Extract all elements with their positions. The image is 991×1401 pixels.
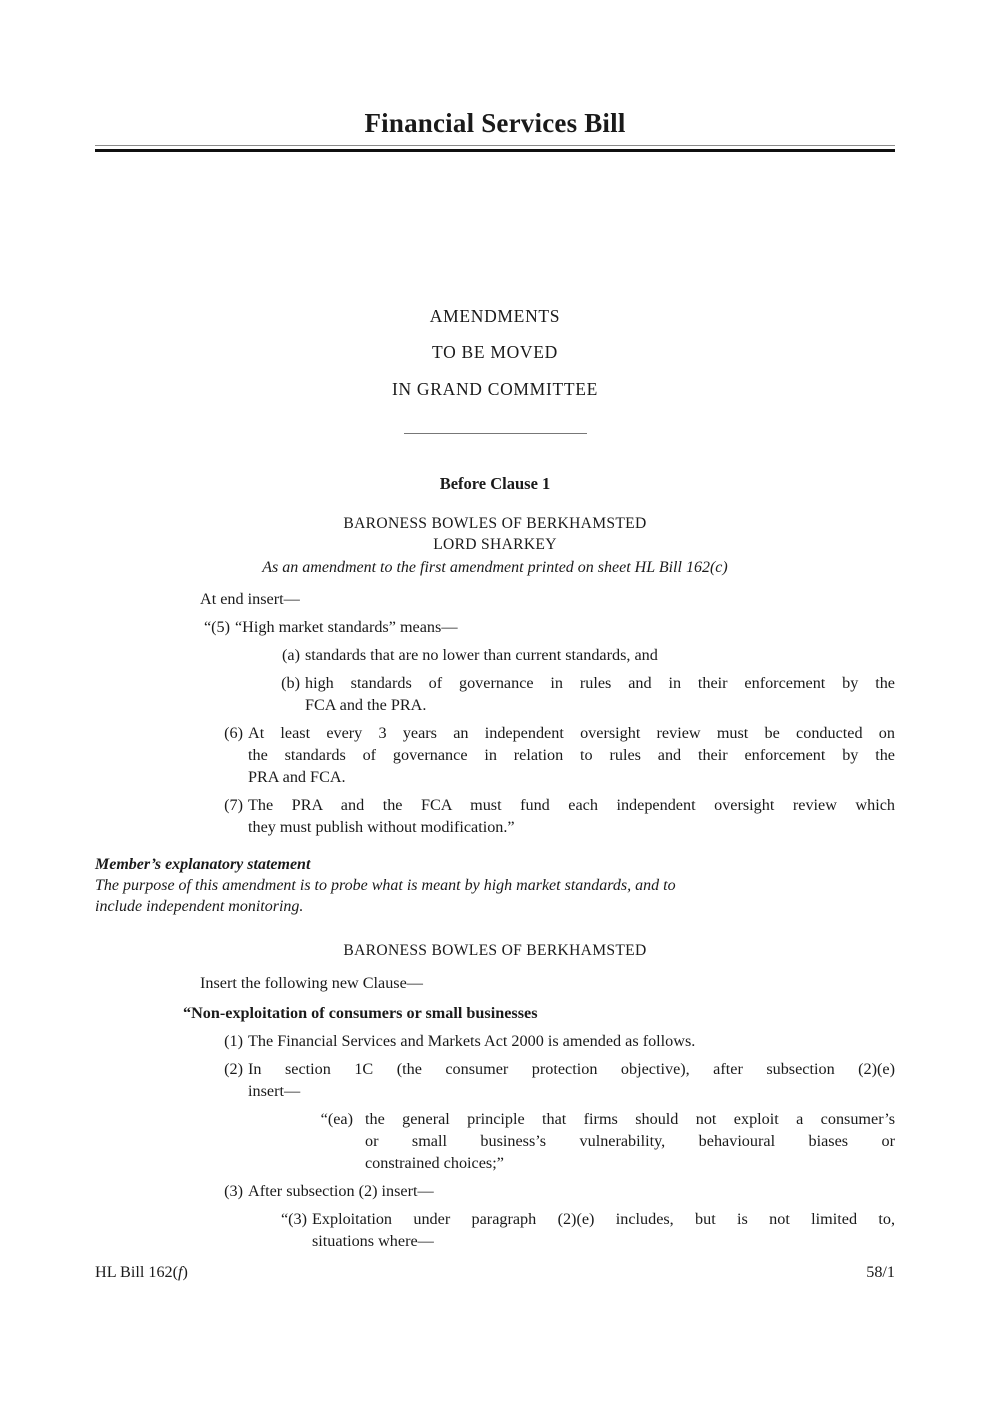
text-line: Exploitation under paragraph (2)(e) includes, but is not limited to, bbox=[312, 1209, 895, 1228]
item-number: “(5) bbox=[203, 618, 230, 636]
text-line: PRA and FCA. bbox=[248, 768, 346, 786]
item-number: (7) bbox=[224, 796, 243, 814]
text-line: high standards of governance in rules and in their enforcement by the bbox=[305, 674, 895, 692]
text-line: the standards of governance in relation to rules and their enforcement by the bbox=[248, 746, 895, 764]
item-text bbox=[248, 1058, 895, 1102]
bill-reference: HL Bill 162(f) bbox=[95, 1263, 188, 1281]
clause-heading: Before Clause 1 bbox=[439, 474, 551, 493]
amendment-item-2 bbox=[200, 1058, 895, 1102]
text-line: The Financial Services and Markets Act 2000 is amended as follows. bbox=[248, 1031, 696, 1050]
item-number: (a) bbox=[282, 646, 300, 664]
text-line: insert— bbox=[248, 1081, 301, 1100]
explanatory-statement-heading: Member’s explanatory statement bbox=[95, 856, 311, 873]
sheet-number: 58/1 bbox=[866, 1263, 895, 1281]
item-number: “(ea) bbox=[320, 1109, 353, 1128]
item-number: “(3) bbox=[280, 1209, 307, 1228]
amendment1-instruction: At end insert— bbox=[200, 590, 300, 608]
sponsor-name: BARONESS BOWLES OF BERKHAMSTED bbox=[343, 942, 647, 959]
amendment1-sponsors bbox=[95, 514, 895, 555]
explanatory-statement-text bbox=[95, 875, 895, 917]
text-line: In section 1C (the consumer protection objective), after subsection (2)(e) bbox=[248, 1059, 895, 1078]
item-number: (2) bbox=[224, 1059, 243, 1078]
amendment-item-5a bbox=[255, 644, 895, 666]
item-text bbox=[248, 1180, 895, 1202]
text-line: include independent monitoring. bbox=[95, 898, 304, 915]
amendment-item-ea bbox=[310, 1108, 895, 1174]
page bbox=[95, 0, 895, 1252]
item-text bbox=[248, 1030, 895, 1052]
amendment2-instruction: Insert the following new Clause— bbox=[200, 973, 423, 992]
item-number: (3) bbox=[224, 1181, 243, 1200]
section-divider-rule bbox=[404, 433, 587, 434]
item-text bbox=[305, 644, 895, 666]
amendment-item-7 bbox=[200, 794, 895, 838]
item-text bbox=[235, 616, 895, 638]
sponsor-name: LORD SHARKEY bbox=[433, 535, 557, 553]
text-line: At least every 3 years an independent oversight review must be conducted on bbox=[248, 724, 895, 742]
text-line: or small business’s vulnerability, behavioural biases or bbox=[365, 1131, 895, 1150]
text-line: standards that are no lower than current standards, and bbox=[305, 646, 658, 664]
text-line: After subsection (2) insert— bbox=[248, 1181, 434, 1200]
item-text bbox=[248, 722, 895, 788]
text-line: constrained choices;” bbox=[365, 1153, 504, 1172]
item-text bbox=[305, 672, 895, 716]
amendment2-sponsors bbox=[95, 941, 895, 962]
amendment-item-5b bbox=[255, 672, 895, 716]
new-clause-title: “Non-exploitation of consumers or small businesses bbox=[183, 1003, 538, 1022]
text-line: The purpose of this amendment is to probe what is meant by high market standards, and to bbox=[95, 877, 676, 894]
title-rule bbox=[95, 145, 895, 152]
text-line: the general principle that firms should not exploit a consumer’s bbox=[365, 1109, 895, 1128]
amendments-header bbox=[95, 298, 895, 408]
amendment-item-inner-3 bbox=[265, 1208, 895, 1252]
item-number: (1) bbox=[224, 1031, 243, 1050]
text-line: situations where— bbox=[312, 1231, 434, 1250]
sponsor-name: BARONESS BOWLES OF BERKHAMSTED bbox=[343, 515, 647, 532]
header-line-amendments: AMENDMENTS bbox=[429, 305, 561, 326]
text-line: The PRA and the FCA must fund each independent oversight review which bbox=[248, 796, 895, 814]
document-title: Financial Services Bill bbox=[364, 108, 626, 138]
text-line: they must publish without modification.” bbox=[248, 818, 515, 836]
amendment-item-5 bbox=[195, 616, 895, 638]
page-footer bbox=[95, 1262, 895, 1283]
text-line: “High market standards” means— bbox=[235, 618, 458, 636]
item-number: (6) bbox=[224, 724, 243, 742]
item-text bbox=[312, 1208, 895, 1252]
amendment1-note: As an amendment to the first amendment printed on sheet HL Bill 162(c) bbox=[262, 559, 728, 576]
amendment-item-1 bbox=[200, 1030, 895, 1052]
header-line-in-grand-committee: IN GRAND COMMITTEE bbox=[391, 378, 599, 399]
amendment-item-3 bbox=[200, 1180, 895, 1202]
text-line: FCA and the PRA. bbox=[305, 696, 427, 714]
item-text bbox=[365, 1108, 895, 1174]
amendment-item-6 bbox=[200, 722, 895, 788]
item-text bbox=[248, 794, 895, 838]
header-line-to-be-moved: TO BE MOVED bbox=[432, 342, 558, 362]
item-number: (b) bbox=[281, 674, 300, 692]
